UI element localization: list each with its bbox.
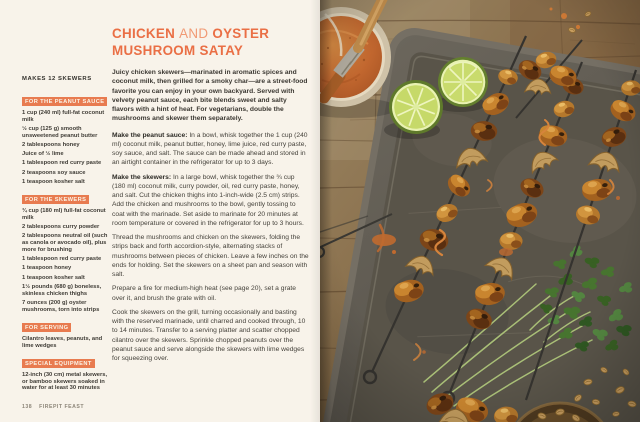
step-paragraph (112, 284, 309, 303)
ingredient-item: 1 teaspoon kosher salt (22, 178, 85, 185)
section-label-serving: FOR SERVING (22, 323, 71, 332)
step-text: In a large bowl, whisk together the ¾ cup (180 ml) coconut milk, curry powder, oil, red curry paste, honey, and salt. Cut the chicken thighs into 1-inch-wide (2.5 cm) strips. Add the chicken and mushrooms to the bowl, gently tossing to coat with the marinade. Set aside to marinate for 20 minutes at room temperature or covered in the refrigerator for up to 3 hours. (112, 173, 304, 227)
step-text: Cook the skewers on the grill, turning occasionally and basting with the reserved marinade, until charred and cooked through, 10 to 14 minutes. Transfer to a serving platter and scatter chopped cilantro over the skewers. Sprinkle chopped peanuts over the peanut sauce and serve alongside the skewers with lime wedges for squeezing over. (112, 308, 306, 363)
intro-paragraph: Juicy chicken skewers—marinated in aromatic spices and coconut milk, then grilled for a smoky char—are a street-food favorite you can enjoy in your own backyard. Served with velvety peanut sauce, each bite blends sweet and salty flavors with a hint of heat. For vegetarians, double the mushrooms and skewer them separately. (112, 69, 308, 123)
title-part: CHICKEN (112, 26, 176, 41)
photo-page (320, 0, 640, 422)
step-paragraph (112, 233, 309, 279)
section-label-equipment: SPECIAL EQUIPMENT (22, 359, 95, 368)
ingredient-item: 7 ounces (200 g) oyster mushrooms, torn into strips (22, 299, 100, 313)
ingredients-sidebar (22, 76, 108, 395)
step-paragraph (112, 131, 309, 168)
ingredient-item: 1 cup (240 ml) full-fat coconut milk (22, 109, 105, 123)
ingredient-item: 2 tablespoons honey (22, 141, 80, 148)
ingredient-item: 2 teaspoons soy sauce (22, 169, 86, 176)
page-footer (22, 404, 84, 410)
section-label-skewers: FOR THE SKEWERS (22, 195, 89, 204)
title-connector: AND (179, 26, 209, 41)
ingredient-section-equipment (22, 352, 108, 392)
step-lead: Make the skewers: (112, 173, 172, 181)
ingredient-item: 2 tablespoons neutral oil (such as canola or avocado oil), plus more for brushing (22, 233, 108, 253)
step-text: In a bowl, whisk together the 1 cup (240 ml) coconut milk, peanut butter, honey, lime juice, red curry paste, soy sauce, and salt. The sauce can be made ahead and stored in an airtight container in the refrigerator for up to 3 days. (112, 131, 308, 167)
step-text: Thread the mushrooms and chicken on the skewers, folding the strips back and forth accordion-style, alternating stacks of mushrooms between pieces of chicken. Leave a few inches on the ends for holding. Set the skewers on a sheet pan and season with salt. (112, 234, 309, 279)
ingredient-item: 1 teaspoon honey (22, 265, 72, 272)
title-part: OYSTER MUSHROOM SATAY (112, 26, 270, 58)
ingredient-section-skewers (22, 188, 108, 313)
step-lead: Make the peanut sauce: (112, 131, 188, 139)
section-label-peanut-sauce: FOR THE PEANUT SAUCE (22, 97, 107, 106)
ingredient-item: Cilantro leaves, peanuts, and lime wedges (22, 335, 103, 349)
photo-vignette (320, 0, 640, 422)
page-number: 138 (22, 404, 33, 410)
ingredient-item: 1 tablespoon red curry paste (22, 160, 102, 167)
photo-gutter-shadow (320, 0, 332, 422)
step-text: Prepare a fire for medium-high heat (see page 20), set a grate over it, and brush the grate with oil. (112, 285, 297, 302)
recipe-body (112, 26, 309, 368)
ingredient-item: 12-inch (30 cm) metal skewers, or bamboo skewers soaked in water for at least 30 minutes (22, 371, 108, 392)
ingredient-item: Juice of ½ lime (22, 151, 64, 158)
ingredient-item: 1½ pounds (680 g) boneless, skinless chicken thighs (22, 283, 102, 297)
page-gutter-shadow (310, 0, 320, 422)
recipe-title (112, 26, 309, 59)
ingredient-item: 1 teaspoon kosher salt (22, 274, 85, 281)
yield-note: MAKES 12 SKEWERS (22, 76, 92, 82)
step-paragraph (112, 308, 309, 364)
book-title: FIREPIT FEAST (39, 404, 84, 410)
ingredient-item: ½ cup (125 g) smooth unsweetened peanut butter (22, 125, 98, 139)
ingredient-section-peanut-sauce (22, 90, 108, 186)
ingredient-item: ¾ cup (180 ml) full-fat coconut milk (22, 207, 106, 221)
ingredient-item: 2 tablespoons curry powder (22, 224, 100, 231)
photo-chicken-satay (320, 0, 640, 422)
step-paragraph (112, 173, 309, 229)
ingredient-item: 1 tablespoon red curry paste (22, 256, 102, 263)
ingredient-section-serving (22, 316, 108, 350)
